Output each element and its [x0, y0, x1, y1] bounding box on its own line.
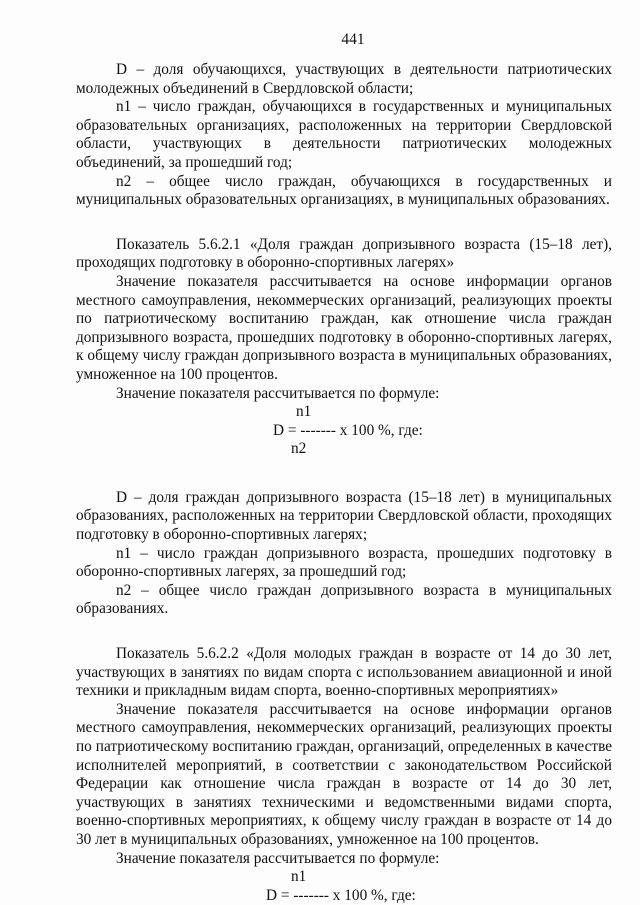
definition-d-1: D – доля обучающихся, участвующих в деятельности патриотических молодежных объединений в Свердловской области; [76, 61, 612, 97]
indicator-5-6-2-2-description: Значение показателя рассчитывается на основе информации органов местного самоуправления, некоммерческих организаций, реализующих проекты по патриотическому воспитанию граждан, организаций, определенных в качестве исполнителей мероприятий, в соответствии с законодательством Российской Федерации как отношение числа граждан в возрасте от 14 до 30 лет, участвующих в занятиях техническими и ведомственными видами спорта, военно-спортивных мероприятиях, к общему числу граждан в возрасте от 14 до 30 лет в муниципальных образованиях, умноженное на 100 процентов. [76, 700, 612, 848]
page-number: 441 [341, 31, 365, 48]
definition-d-2: D – доля граждан допризывного возраста (15–18 лет) в муниципальных образованиях, расположенных на территории Свердловской области, проходящих подготовку в оборонно-спортивных лагерях; [76, 488, 612, 544]
spacer [76, 459, 612, 489]
indicator-5-6-2-1-description: Значение показателя рассчитывается на основе информации органов местного самоуправления, некоммерческих организаций, реализующих проекты по патриотическому воспитанию граждан, как отношение числа граждан допризывного возраста, прошедших подготовку в оборонно-спортивных лагерях, к общему числу граждан допризывного возраста в муниципальных образованиях, умноженное на 100 процентов. [76, 272, 612, 383]
spacer [76, 210, 612, 236]
indicator-5-6-2-2-title: Показатель 5.6.2.2 «Доля молодых граждан в возрасте от 14 до 30 лет, участвующих в занятиях по видам спорта с использованием авиационной и иной техники и прикладным видам спорта, военно-спортивных мероприятиях» [76, 645, 612, 700]
formula-1-equation: D = ------- x 100 %, где: [273, 421, 423, 439]
formula-1 [76, 403, 612, 459]
formula-1-numerator: n1 [296, 403, 312, 421]
spacer [76, 619, 612, 645]
formula-1-denominator: n2 [291, 440, 307, 458]
indicator-5-6-2-1-title: Показатель 5.6.2.1 «Доля граждан допризывного возраста (15–18 лет), проходящих подготовку в оборонно-спортивных лагерях» [76, 235, 612, 272]
definition-n1-2: n1 – число граждан допризывного возраста, прошедших подготовку в оборонно-спортивных лагерях, за прошедший год; [76, 544, 612, 581]
formula-2 [76, 868, 612, 905]
formula-2-numerator: n1 [291, 868, 307, 886]
definition-n2-2: n2 – общее число граждан допризывного возраста в муниципальных образованиях. [76, 581, 612, 618]
formula-intro-2: Значение показателя рассчитывается по формуле: [116, 849, 440, 867]
formula-intro-1: Значение показателя рассчитывается по формуле: [116, 384, 440, 402]
formula-2-equation: D = ------- x 100 %, где: [266, 886, 416, 904]
definition-n2-1: n2 – общее число граждан, обучающихся в государственных и муниципальных образовательных организациях, в муниципальных образованиях. [76, 172, 612, 209]
definition-n1-1: n1 – число граждан, обучающихся в государственных и муниципальных образовательных организациях, расположенных на территории Свердловской области, участвующих в деятельности патриотических молодежных объединений, за прошедший год; [76, 98, 612, 171]
